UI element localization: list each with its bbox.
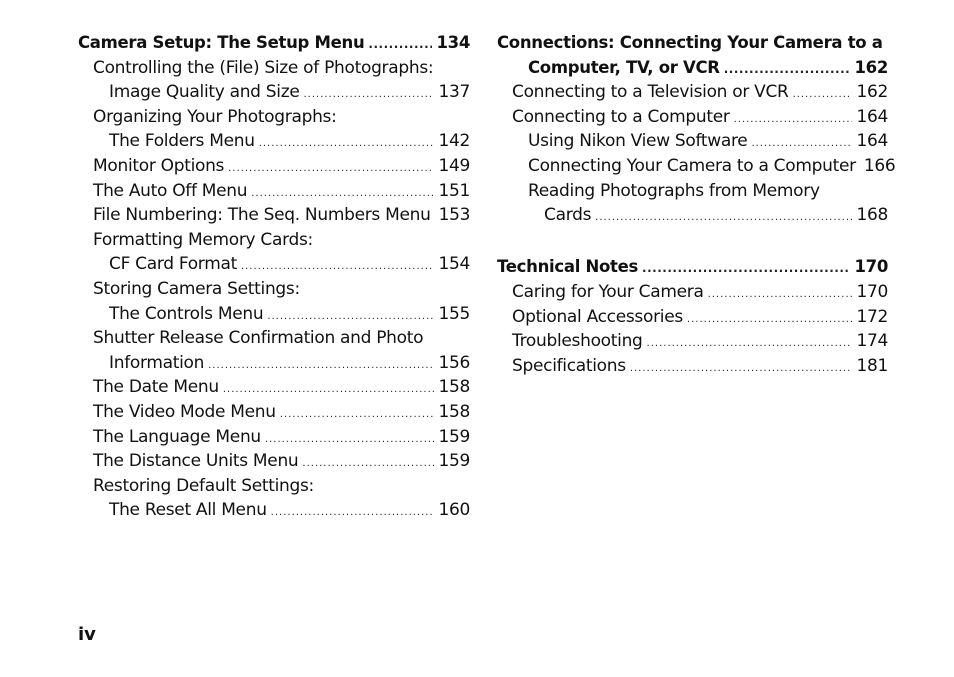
toc-entry-page: 154 [438,254,470,275]
toc-entry-title: Monitor Options [93,156,225,176]
toc-entry-title: Reading Photographs from Memory [528,180,820,201]
toc-entry-title: The Reset All Menu [109,500,267,521]
toc-entry-title: Connections: Connecting Your Camera to a [497,33,883,52]
toc-dot-leader [793,83,853,107]
toc-entry-title: CF Card Format [109,254,237,275]
toc-dot-leader [734,108,853,132]
toc-dot-leader [630,357,853,381]
toc-entry-page: 160 [438,500,470,521]
toc-entry-title: Technical Notes [497,257,639,277]
toc-entry-title: Connecting to a Computer [512,106,730,127]
toc-dot-leader [303,83,434,107]
toc-entry [78,56,470,80]
toc-entry [497,329,888,353]
toc-entry-page: 181 [856,355,888,376]
toc-dot-leader [751,132,852,156]
toc-entry-title: The Folders Menu [109,131,255,152]
toc-entry-page: 172 [856,306,888,327]
toc-dot-leader [647,332,853,356]
toc-entry-page: 158 [438,402,470,422]
toc-dot-leader [280,403,435,427]
toc-entry [78,474,470,498]
toc-entry-page: 159 [438,426,470,447]
toc-entry [78,228,470,252]
toc-entry-page: 162 [854,57,888,77]
toc-entry [78,425,470,449]
toc-entry-page: 149 [438,156,470,176]
toc-entry [78,326,470,350]
toc-dot-leader [368,32,432,56]
toc-dot-leader [241,255,435,279]
toc-entry [497,305,888,329]
toc-entry-page: 159 [438,451,470,472]
toc-entry-title: Connecting to a Television or VCR [512,82,789,103]
toc-dot-leader [687,308,853,332]
toc-entry-page: 151 [438,180,470,201]
toc-dot-leader [251,182,434,206]
toc-entry-page: 162 [856,82,888,103]
toc-entry-title: The Distance Units Menu [93,451,299,472]
toc-entry [497,203,888,227]
toc-entry-title: Troubleshooting [512,331,643,352]
toc-entry-title: Shutter Release Confirmation and Photo [93,328,424,349]
toc-entry-page: 170 [854,257,888,277]
toc-entry [78,400,470,424]
toc-entry [78,154,470,178]
toc-entry-page: 164 [856,131,888,152]
toc-entry [497,56,888,80]
toc-entry-title: Camera Setup: The Setup Menu [78,33,365,52]
toc-entry-page: 170 [856,282,888,302]
toc-entry [78,203,470,227]
toc-entry [78,449,470,473]
page-number: iv [78,624,96,645]
toc-entry-title: The Language Menu [93,426,261,447]
toc-entry [497,354,888,378]
toc-entry [497,129,888,153]
toc-entry-page: 166 [863,156,896,176]
toc-entry-page: 164 [856,106,888,127]
toc-dot-leader [223,378,435,402]
toc-entry-title: Formatting Memory Cards: [93,229,313,250]
toc-entry [78,31,470,55]
toc-entry-title: Restoring Default Settings: [93,475,314,496]
toc-entry-title: Controlling the (File) Size of Photographs: [93,57,434,78]
toc-entry-page: 153 [438,205,471,226]
toc-dot-leader [208,354,434,378]
toc-dot-leader [267,305,434,329]
toc-entry-title: The Controls Menu [109,303,264,324]
toc-entry [78,179,470,203]
toc-entry-page: 142 [438,131,470,152]
toc-entry-page: 155 [438,303,470,324]
toc-entry [497,255,888,279]
toc-entry-page: 158 [438,377,470,398]
toc-entry-title: File Numbering: The Seq. Numbers Menu [93,205,431,226]
toc-entry-title: The Video Mode Menu [93,402,276,422]
toc-entry-page: 168 [856,205,888,226]
toc-entry-title: Optional Accessories [512,306,683,327]
toc-entry-title: Caring for Your Camera [512,282,704,302]
toc-dot-leader [642,256,850,280]
toc-dot-leader [228,157,434,181]
toc-dot-leader [708,283,853,307]
toc-entry [497,105,888,129]
toc-entry [497,280,888,304]
toc-entry [78,277,470,301]
toc-entry-page: 137 [438,82,470,103]
toc-entry [497,179,888,203]
toc-entry [78,375,470,399]
toc-dot-leader [271,501,435,525]
toc-entry-title: Storing Camera Settings: [93,279,300,299]
toc-entry-title: Information [109,352,205,373]
toc-entry-page: 134 [436,33,470,52]
toc-entry-page: 174 [856,331,888,352]
toc-entry-title: Cards [544,205,592,226]
toc-entry [78,105,470,129]
toc-entry-title: Image Quality and Size [109,82,300,103]
toc-entry-title: Computer, TV, or VCR [528,57,720,77]
toc-dot-leader [724,57,851,81]
toc-entry [78,129,470,153]
toc-entry-title: Organizing Your Photographs: [93,106,337,127]
toc-entry [78,351,470,375]
toc-dot-leader [595,206,852,230]
toc-entry [78,252,470,276]
toc-entry-title: The Date Menu [93,377,219,398]
toc-entry-page: 156 [438,352,470,373]
toc-entry [78,498,470,522]
toc-entry-title: Using Nikon View Software [528,131,748,152]
toc-entry-title: Connecting Your Camera to a Computer [528,156,856,176]
toc-entry [497,154,896,178]
toc-entry [78,302,470,326]
toc-entry-title: Specifications [512,355,626,376]
toc-entry [78,80,470,104]
toc-entry [497,31,888,55]
toc-dot-leader [265,428,435,452]
toc-dot-leader [259,132,435,156]
toc-entry [497,80,888,104]
toc-dot-leader [302,452,434,476]
toc-entry-title: The Auto Off Menu [93,180,248,201]
